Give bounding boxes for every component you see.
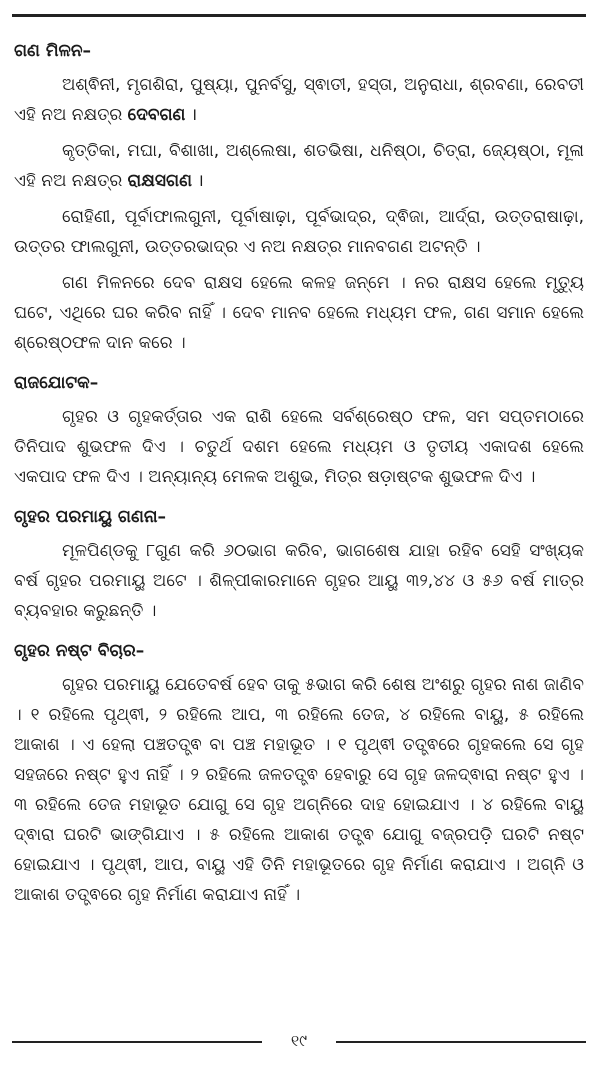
paragraph: ମୂଳପିଣ୍ଡକୁ ୮ଗୁଣ କରି ୬୦ଭାଗ କରିବ, ଭାଗଶେଷ ଯାହା ରହିବ ସେହି ସଂଖ୍ୟକ ବର୍ଷ ଗୃହର ପରମାୟୁ ଅଟେ । ଶିଳ୍ପୀକାରମାନେ ଗୃହର ଆୟୁ ୩୨,୪୪ ଓ ୫୬ ବର୍ଷ ମାତ୍ର ବ୍ୟବହାର କରୁଛନ୍ତି । xyxy=(14,541,584,621)
paragraph-text: ଅଶ୍ଵିନୀ, ମୃଗଶିରା, ପୁଷ୍ୟା, ପୁନର୍ବସୁ, ସ୍ଵାତୀ, ହସ୍ତା, ଅନୁରାଧା, ଶ୍ରବଣା, ରେବତୀ ଏହି ନଅ ନକ୍ଷତ୍ର xyxy=(14,75,584,125)
page-footer xyxy=(12,1030,586,1052)
section-heading-gana-milan: ଗଣ ମିଳନ– xyxy=(14,41,92,61)
section-heading-paramayu: ଗୃହର ପରମାୟୁ ଗଣନା– xyxy=(14,507,166,527)
paragraph: ରୋହିଣୀ, ପୂର୍ବାଫାଲଗୁନୀ, ପୂର୍ବାଷାଢ଼ା, ପୂର୍ବଭାଦ୍ର, ଦ୍ଵିଜା, ଆର୍ଦ୍ରା, ଉତ୍ତରାଷାଢ଼ା, ଉତ୍ତର ଫାଲଗୁନୀ, ଉତ୍ତରଭାଦ୍ର ଏ ନଅ ନକ୍ଷତ୍ର ମାନବଗଣ ଅଟନ୍ତି । xyxy=(14,207,584,257)
paragraph-end: । xyxy=(191,171,204,191)
paragraph: ଗୃହର ପରମାୟୁ ଯେତେବର୍ଷ ହେବ ତାକୁ ୫ଭାଗ କରି ଶେଷ ଅଂଶରୁ ଗୃହର ନାଶ ଜାଣିବ । ୧ ରହିଲେ ପୃଥ୍ଵୀ, ୨ ରହିଲେ ଆପ, ୩ ରହିଲେ ତେଜ, ୪ ରହିଲେ ବାୟୁ, ୫ ରହିଲେ ଆକାଶ । ଏ ହେଲା ପଞ୍ଚତତ୍ତ୍ଵ ବା ପଞ୍ଚ ମହାଭୂତ । ୧ ପୃଥ୍ଵୀ ତତ୍ତ୍ଵରେ ଗୃହକଲେ ସେ ଗୃହ ସହଜରେ ନଷ୍ଟ ହୁଏ ନାହିଁ । ୨ ରହିଲେ ଜଳତତ୍ତ୍ଵ ହେବାରୁ ସେ ଗୃହ ଜଳଦ୍ଵାରା ନଷ୍ଟ ହୁଏ । ୩ ରହିଲେ ତେଜ ମହାଭୂତ ଯୋଗୁ ସେ ଗୃହ ଅଗ୍ନିରେ ଦାହ ହୋଇଯାଏ । ୪ ରହିଲେ ବାୟୁ ଦ୍ଵାରା ଘରଟି ଭାଙ୍ଗିଯାଏ । ୫ ରହିଲେ ଆକାଶ ତତ୍ତ୍ଵ ଯୋଗୁ ବଜ୍ରପଡ଼ି ଘରଟି ନଷ୍ଟ ହୋଇଯାଏ । ପୃଥ୍ଵୀ, ଆପ, ବାୟୁ ଏହି ତିନି ମହାଭୂତରେ ଗୃହ ନିର୍ମାଣ କରାଯାଏ । ଅଗ୍ନି ଓ ଆକାଶ ତତ୍ତ୍ଵରେ ଗୃହ ନିର୍ମାଣ କରାଯାଏ ନାହିଁ । xyxy=(14,675,584,905)
paragraph-end: । xyxy=(185,105,198,125)
paragraph xyxy=(14,70,584,130)
paragraph-text: କୃତ୍ତିକା, ମଘା, ବିଶାଖା, ଅଶ୍ଲେଷା, ଶତଭିଷା, ଧନିଷ୍ଠା, ଚିତ୍ରା, ଜ୍ୟେଷ୍ଠା, ମୂଳା ଏହି ନଅ ନକ୍ଷତ୍ର xyxy=(14,141,584,191)
bold-term: ରାକ୍ଷସଗଣ xyxy=(127,171,192,191)
section-heading-rajayotak: ରାଜଯୋଟକ– xyxy=(14,373,99,393)
top-rule xyxy=(12,14,586,17)
section-heading-nashta: ଗୃହର ନଷ୍ଟ ବିଚାର– xyxy=(14,641,145,661)
bold-term: ଦେବଗଣ xyxy=(127,105,186,125)
page-number: ୧୯ xyxy=(290,1031,308,1050)
paragraph: ଗଣ ମିଳନରେ ଦେବ ରାକ୍ଷସ ହେଲେ କଳହ ଜନ୍ମେ । ନର ରାକ୍ଷସ ହେଲେ ମୃତ୍ୟୁ ଘଟେ, ଏଥିରେ ଘର କରିବ ନାହିଁ । ଦେବ ମାନବ ହେଲେ ମଧ୍ୟମ ଫଳ, ଗଣ ସମାନ ହେଲେ ଶ୍ରେଷ୍ଠଫଳ ଦାନ କରେ । xyxy=(14,273,584,353)
paragraph: ଗୃହର ଓ ଗୃହକର୍ତ୍ତାର ଏକ ରାଶି ହେଲେ ସର୍ବଶ୍ରେଷ୍ଠ ଫଳ, ସମ ସପ୍ତମଠାରେ ତିନିପାଦ ଶୁଭଫଳ ଦିଏ । ଚତୁର୍ଥ ଦଶମ ହେଲେ ମଧ୍ୟମ ଓ ତୃତୀୟ ଏକାଦଶ ହେଲେ ଏକପାଦ ଫଳ ଦିଏ । ଅନ୍ୟାନ୍ୟ ମେଳକ ଅଶୁଭ, ମିତ୍ର ଷଡ଼ାଷ୍ଟକ ଶୁଭଫଳ ଦିଏ । xyxy=(14,407,584,487)
footer-rule-right xyxy=(336,1041,586,1043)
page-body xyxy=(14,34,584,916)
paragraph xyxy=(14,136,584,196)
